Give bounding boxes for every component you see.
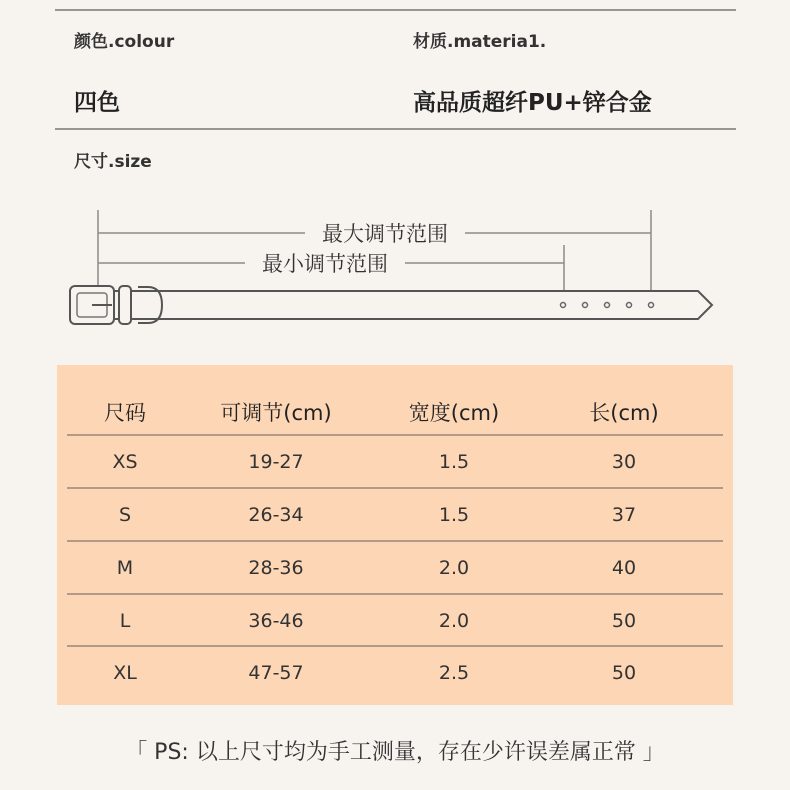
cell-width: 1.5 — [438, 451, 470, 473]
colour-value: 四色 — [74, 90, 120, 116]
keeper-loop — [119, 286, 131, 324]
cell-length: 37 — [611, 504, 637, 526]
colour-label: 颜色.colour — [74, 32, 175, 52]
cell-adjustable: 36-46 — [248, 610, 304, 632]
header-width: 宽度(cm) — [408, 401, 500, 425]
table-row — [67, 542, 723, 594]
cell-length: 50 — [611, 662, 637, 684]
table-row — [67, 647, 723, 699]
table-row — [67, 595, 723, 647]
cell-adjustable: 28-36 — [248, 557, 304, 579]
cell-adjustable: 19-27 — [248, 451, 304, 473]
cell-adjustable: 26-34 — [248, 504, 304, 526]
cell-adjustable: 47-57 — [248, 662, 304, 684]
min-range-label: 最小调节范围 — [262, 252, 388, 276]
cell-size: M — [116, 557, 134, 579]
header-size: 尺码 — [104, 401, 146, 425]
cell-width: 1.5 — [438, 504, 470, 526]
cell-size: XS — [112, 451, 138, 473]
material-label: 材质.materia1. — [413, 32, 547, 52]
collar-strap — [110, 291, 712, 319]
middle-rule — [55, 128, 736, 130]
cell-length: 30 — [611, 451, 637, 473]
cell-size: XL — [113, 662, 137, 684]
cell-size: L — [119, 610, 131, 632]
collar-size-diagram — [0, 195, 790, 340]
size-table — [57, 365, 733, 705]
cell-width: 2.0 — [438, 557, 470, 579]
cell-length: 40 — [611, 557, 637, 579]
header-length: 长(cm) — [589, 401, 659, 425]
table-row — [67, 489, 723, 541]
material-value: 高品质超纤PU+锌合金 — [413, 90, 652, 116]
cell-size: S — [118, 504, 132, 526]
cell-width: 2.0 — [438, 610, 470, 632]
header-adjustable: 可调节(cm) — [220, 401, 332, 425]
measurement-note: 「 PS: 以上尺寸均为手工测量，存在少许误差属正常 」 — [125, 740, 665, 765]
max-range-label: 最大调节范围 — [322, 222, 448, 246]
table-row — [67, 436, 723, 488]
size-label: 尺寸.size — [74, 152, 152, 172]
cell-length: 50 — [611, 610, 637, 632]
cell-width: 2.5 — [438, 662, 470, 684]
top-rule — [55, 9, 736, 11]
